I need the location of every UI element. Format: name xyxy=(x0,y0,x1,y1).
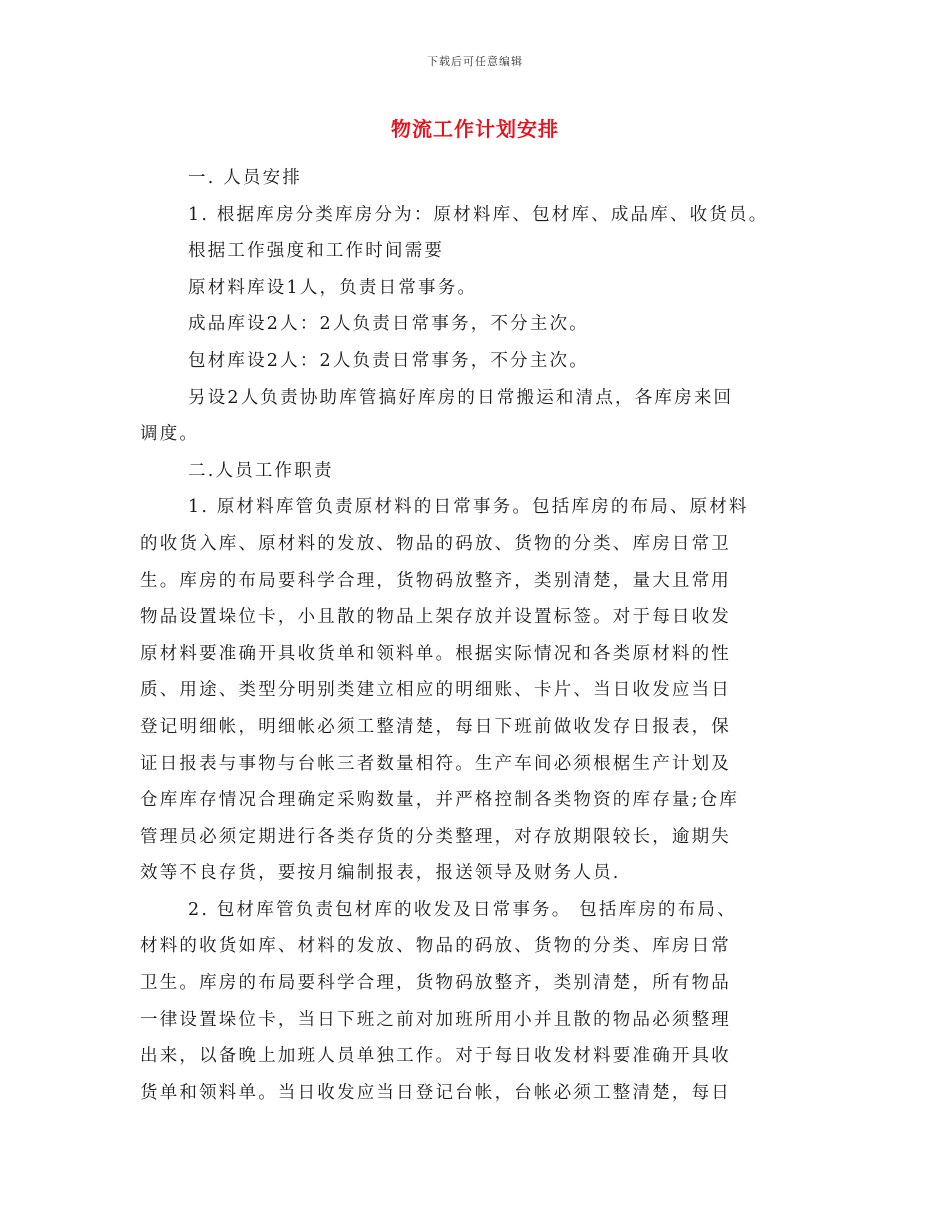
body-text-line: 2. 包材库管负责包材库的收发及日常事务。 包括库房的布局、 xyxy=(188,899,737,920)
body-text-line: 的收货入库、原材料的发放、物品的码放、货物的分类、库房日常卫 xyxy=(140,533,731,554)
body-text-line: 成品库设2人：2人负责日常事务，不分主次。 xyxy=(188,314,589,335)
body-text-line: 货单和领料单。当日收发应当日登记台帐，台帐必须工整清楚，每日 xyxy=(140,1082,731,1103)
body-text-line: 1. 原材料库管负责原材料的日常事务。包括库房的布局、原材料 xyxy=(188,497,749,518)
body-text-line: 一律设置垛位卡，当日下班之前对加班所用小并且散的物品必须整理 xyxy=(140,1009,731,1030)
document-body xyxy=(140,160,808,1111)
body-text-line: 一. 人员安排 xyxy=(188,168,303,188)
body-text-line: 根据工作强度和工作时间需要 xyxy=(188,241,445,262)
body-text-line: 出来，以备晚上加班人员单独工作。对于每日收发材料要准确开具收 xyxy=(140,1046,731,1067)
body-text-line: 包材库设2人：2人负责日常事务，不分主次。 xyxy=(188,350,589,371)
body-text-line: 效等不良存货，要按月编制报表，报送领导及财务人员. xyxy=(140,863,621,884)
body-text-line: 原材料库设1人，负责日常事务。 xyxy=(188,277,478,298)
body-text-line: 二.人员工作职责 xyxy=(188,460,334,481)
page-header-note: 下载后可任意编辑 xyxy=(427,55,523,68)
body-text-line: 生。库房的布局要科学合理，货物码放整齐，类别清楚，量大且常用 xyxy=(140,570,731,591)
body-text-line: 原材料要准确开具收货单和领料单。根据实际情况和各类原材料的性 xyxy=(140,643,731,664)
body-text-line: 材料的收货如库、材料的发放、物品的码放、货物的分类、库房日常 xyxy=(140,936,731,957)
body-text-line: 质、用途、类型分明别类建立相应的明细账、卡片、当日收发应当日 xyxy=(140,680,731,701)
body-text-line: 管理员必须定期进行各类存货的分类整理，对存放期限较长，逾期失 xyxy=(140,826,731,847)
body-text-line: 登记明细帐，明细帐必须工整清楚，每日下班前做收发存日报表，保 xyxy=(140,716,731,737)
body-text-line: 物品设置垛位卡，小且散的物品上架存放并设置标签。对于每日收发 xyxy=(140,607,731,628)
body-text-line: 另设2人负责协助库管搞好库房的日常搬运和清点，各库房来回 xyxy=(188,387,734,408)
body-text-line: 仓库库存情况合理确定采购数量，并严格控制各类物资的库存量;仓库 xyxy=(140,790,740,811)
body-text-line: 调度。 xyxy=(140,424,200,445)
body-text-line: 1. 根据库房分类库房分为：原材料库、包材库、成品库、收货员。 xyxy=(188,204,769,225)
body-text-line: 卫生。库房的布局要科学合理，货物码放整齐，类别清楚，所有物品 xyxy=(140,973,731,994)
document-title: 物流工作计划安排 xyxy=(391,117,559,141)
body-text-line: 证日报表与事物与台帐三者数量相符。生产车间必须根椐生产计划及 xyxy=(140,753,731,774)
